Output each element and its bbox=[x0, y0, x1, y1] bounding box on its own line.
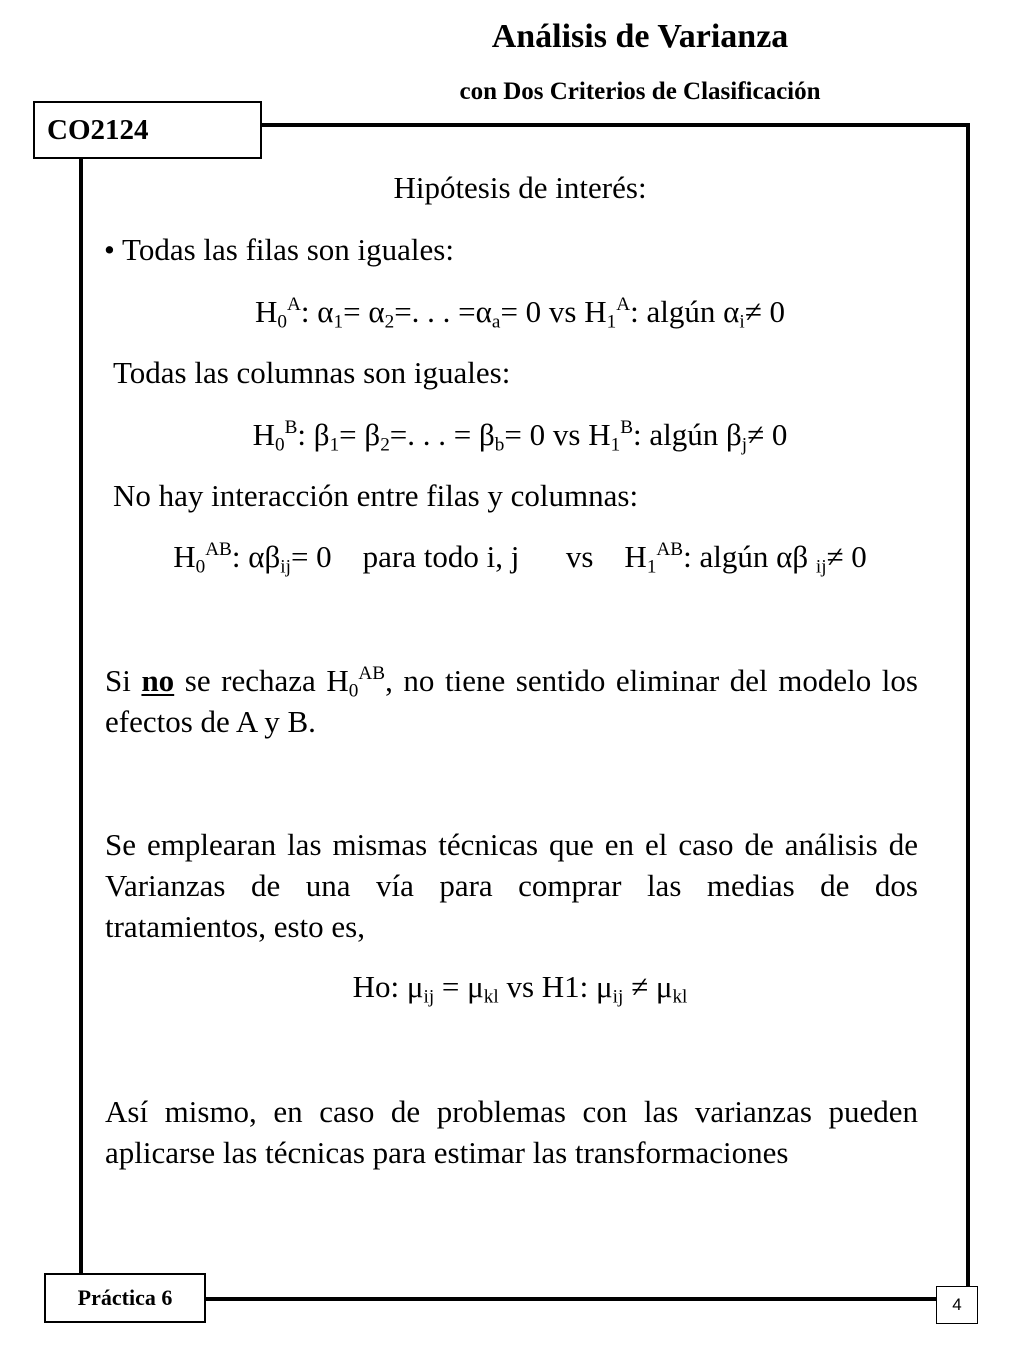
paragraph-techniques: Se emplearan las mismas técnicas que en el caso de análisis de Varianzas de una vía para comprar las medias de dos tratamientos, esto es, bbox=[105, 827, 918, 944]
means-hypothesis: Ho: $\mu_{ij} = \mu_{kl}$ vs H1: $\mu_{ij} \ne \mu_{kl}$ bbox=[352, 969, 688, 1008]
rows-intro: • Todas las filas son iguales: bbox=[104, 232, 454, 267]
course-code-label: CO2124 bbox=[33, 101, 262, 159]
hypotheses-heading: Hipótesis de interés: bbox=[393, 170, 647, 205]
page-number: 4 bbox=[936, 1286, 978, 1324]
interaction-intro: No hay interacción entre filas y columnas: bbox=[113, 478, 639, 513]
interaction-hypothesis: $H_0^{AB}$: $\alpha\beta_{ij}= 0$ para todo i, j vs $H_1^{AB}$: algún αβ $_{ij}$≠ 0 bbox=[173, 539, 867, 578]
practice-label: Práctica 6 bbox=[44, 1273, 206, 1323]
paragraph-transformations: Así mismo, en caso de problemas con las varianzas pueden aplicarse las técnicas para estimar las transformaciones bbox=[105, 1094, 918, 1170]
slide-subtitle: con Dos Criterios de Clasificación bbox=[459, 78, 821, 105]
columns-intro: Todas las columnas son iguales: bbox=[113, 355, 511, 390]
paragraph-no-reject: Si no se rechaza $H_0^{AB}$, no tiene sentido eliminar del modelo los efectos de A y B. bbox=[105, 663, 918, 739]
slide-title: Análisis de Varianza bbox=[491, 18, 789, 55]
columns-hypothesis: $H_0^B$: $\beta_1= \beta_2=$. . . = $\beta_b= 0$ vs $H_1^B$: algún $\beta_j\ne 0$ bbox=[252, 417, 788, 456]
rows-hypothesis: $H_0^A$: $\alpha_1= \alpha_2=$. . . $=\alpha_a= 0$ vs $H_1^A$: algún $\alpha_i\ne 0$ bbox=[255, 294, 785, 333]
